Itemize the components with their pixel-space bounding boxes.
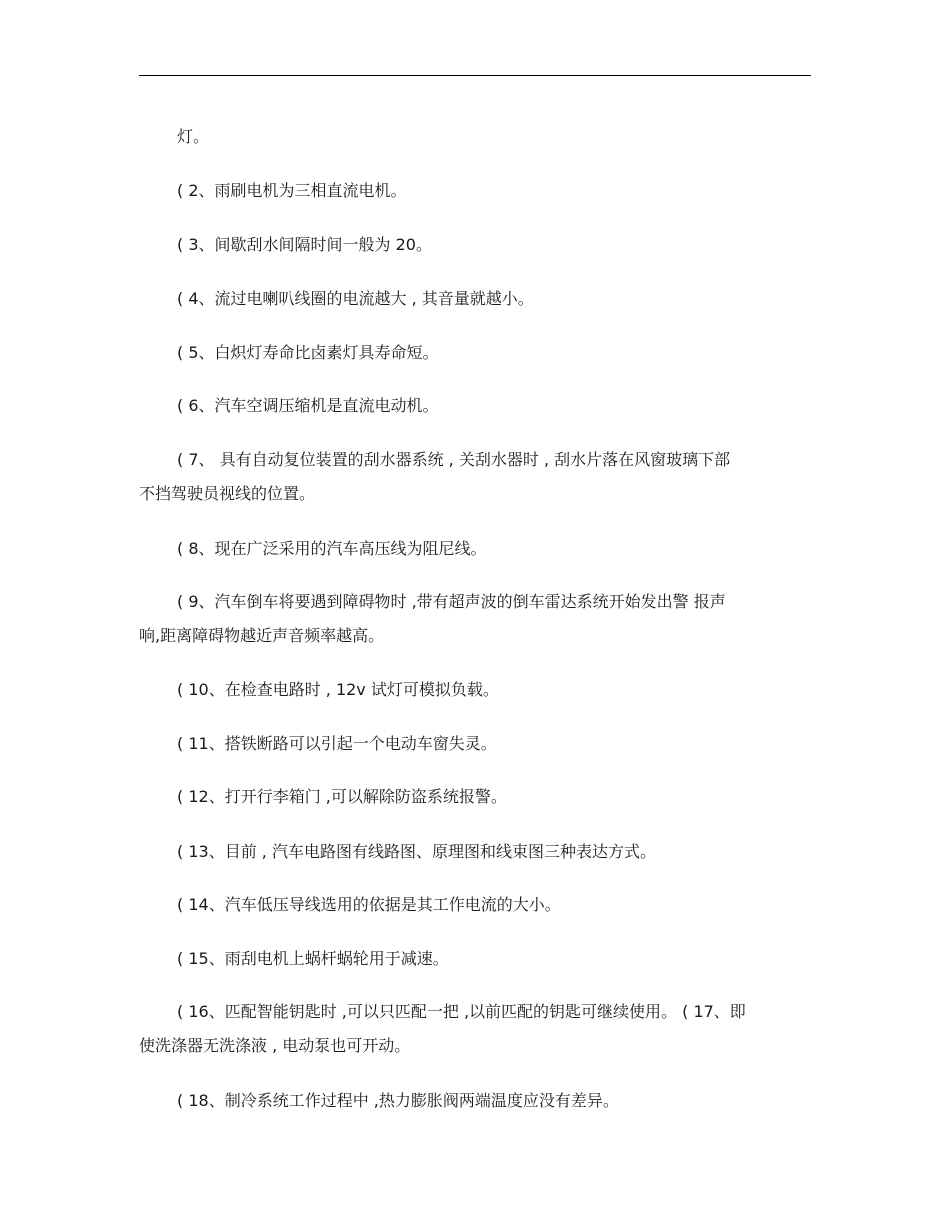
paragraph-item-2: ( 2、雨刷电机为三相直流电机。	[177, 181, 407, 200]
paragraph-item-16-line-1: ( 16、匹配智能钥匙时 ,可以只匹配一把 ,以前匹配的钥匙可继续使用。 ( 17、即	[177, 1002, 746, 1021]
paragraph-item-9-line-1: ( 9、汽车倒车将要遇到障碍物时 ,带有超声波的倒车雷达系统开始发出警 报声	[177, 592, 726, 611]
paragraph-item-11: ( 11、搭铁断路可以引起一个电动车窗失灵。	[177, 734, 497, 753]
paragraph-item-10: ( 10、在检查电路时 , 12v 试灯可模拟负载。	[177, 680, 499, 699]
paragraph-item-14: ( 14、汽车低压导线选用的依据是其工作电流的大小。	[177, 895, 561, 914]
header-rule	[139, 75, 811, 76]
paragraph-item-16-line-2: 使洗涤器无洗涤液 , 电动泵也可开动。	[139, 1036, 411, 1055]
paragraph-item-7-line-1: ( 7、 具有自动复位装置的刮水器系统 , 关刮水器时 , 刮水片落在风窗玻璃下部	[177, 450, 731, 469]
paragraph-item-4: ( 4、流过电喇叭线圈的电流越大 , 其音量就越小。	[177, 289, 534, 308]
paragraph-item-6: ( 6、汽车空调压缩机是直流电动机。	[177, 396, 439, 415]
paragraph-item-13: ( 13、目前 , 汽车电路图有线路图、原理图和线束图三种表达方式。	[177, 842, 656, 861]
paragraph-0: 灯。	[177, 127, 210, 146]
paragraph-item-7-line-2: 不挡驾驶员视线的位置。	[139, 484, 316, 503]
paragraph-item-9-line-2: 响,距离障碍物越近声音频率越高。	[139, 626, 385, 645]
paragraph-item-18: ( 18、制冷系统工作过程中 ,热力膨胀阀两端温度应没有差异。	[177, 1091, 619, 1110]
paragraph-item-12: ( 12、打开行李箱门 ,可以解除防盗系统报警。	[177, 787, 507, 806]
paragraph-item-15: ( 15、雨刮电机上蜗杆蜗轮用于减速。	[177, 949, 449, 968]
paragraph-item-8: ( 8、现在广泛采用的汽车高压线为阻尼线。	[177, 539, 487, 558]
paragraph-item-5: ( 5、白炽灯寿命比卤素灯具寿命短。	[177, 343, 439, 362]
paragraph-item-3: ( 3、间歇刮水间隔时间一般为 20。	[177, 235, 432, 254]
